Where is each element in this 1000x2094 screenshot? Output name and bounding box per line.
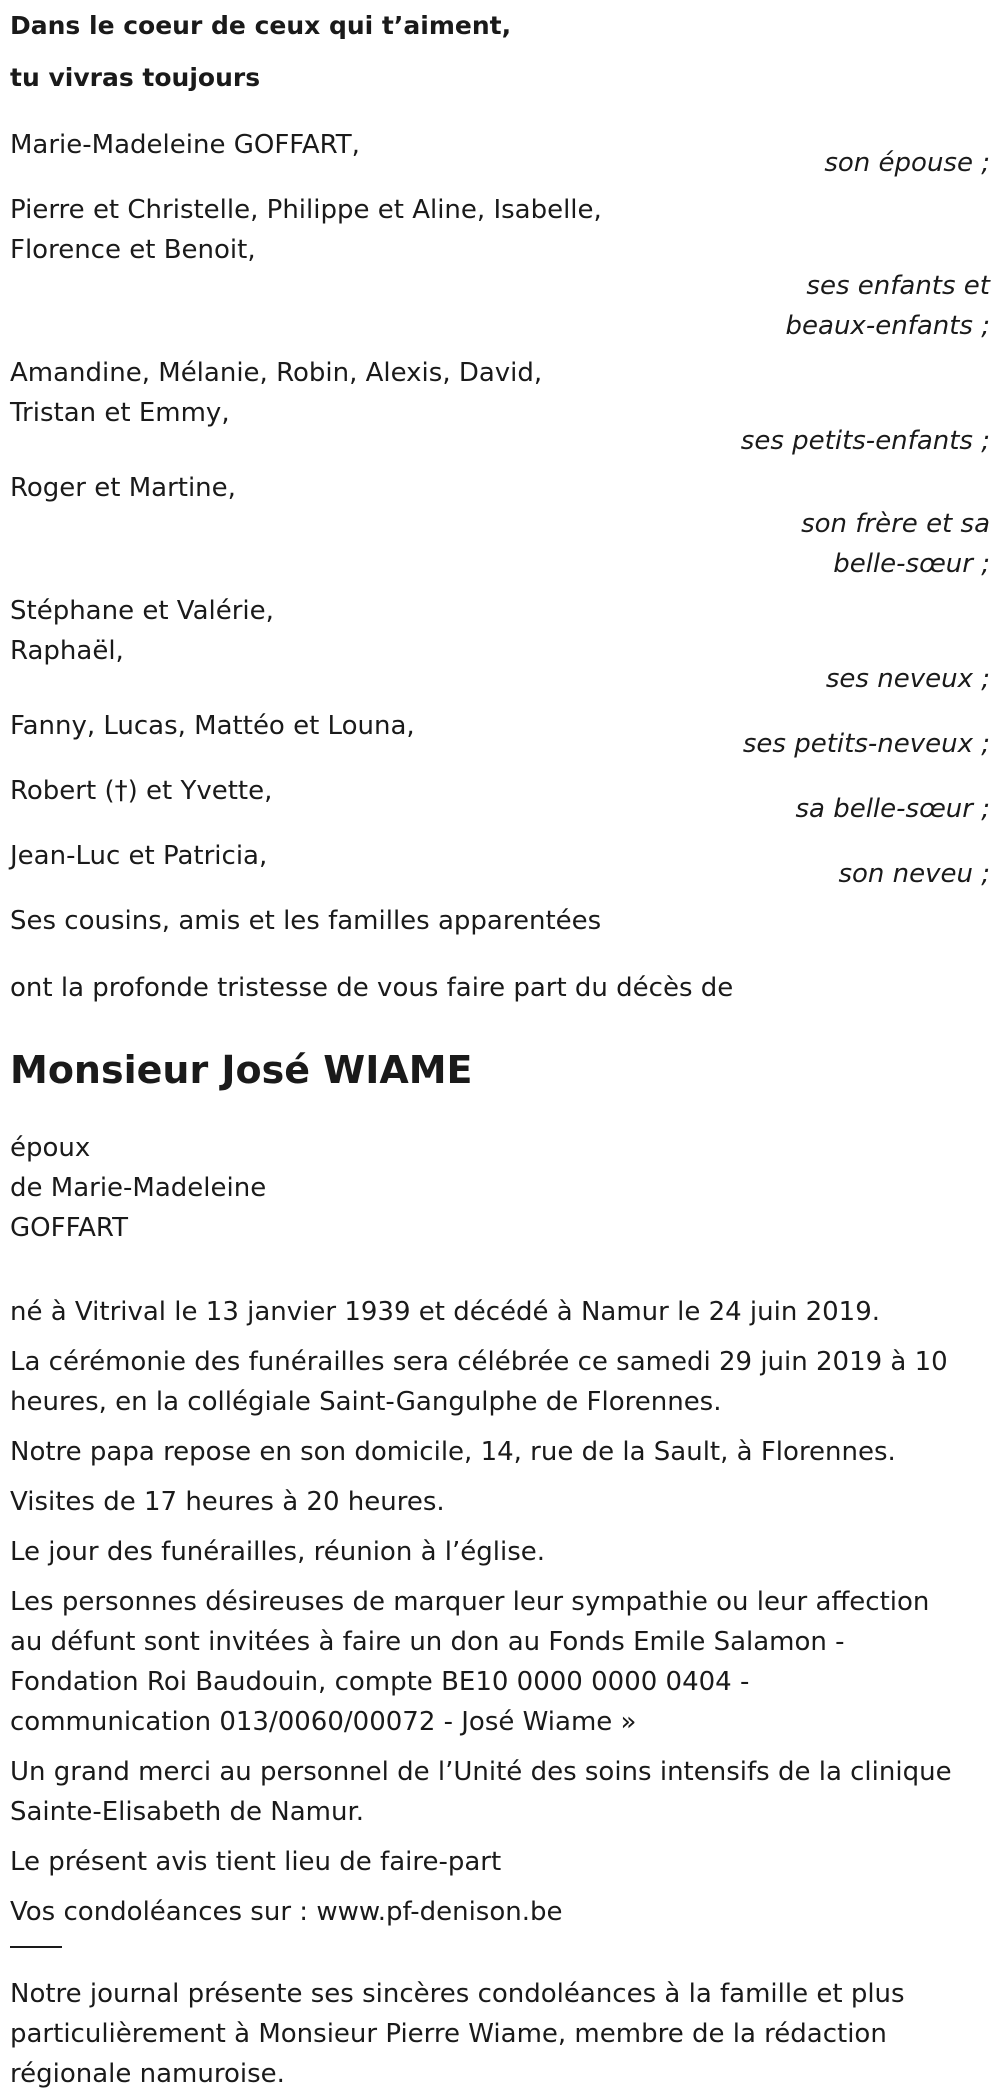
family-entry <box>10 591 990 699</box>
family-names: Robert (†) et Yvette, <box>10 776 273 806</box>
footer-line: régionale namuroise. <box>10 2059 285 2089</box>
family-entry <box>10 706 990 764</box>
family-entry <box>10 190 990 346</box>
family-relation: ses enfants et <box>806 271 990 301</box>
paragraph-line: Un grand merci au personnel de l’Unité des soins intensifs de la clinique <box>10 1757 952 1787</box>
epigraph-line: Dans le coeur de ceux qui t’aiment, <box>10 11 512 40</box>
paragraph-line: Sainte-Elisabeth de Namur. <box>10 1797 365 1827</box>
paragraph-line: Le présent avis tient lieu de faire-part <box>10 1847 502 1877</box>
paragraph-line: Vos condoléances sur : www.pf-denison.be <box>10 1897 563 1927</box>
family-entry <box>10 468 990 584</box>
family-relation: sa belle-sœur ; <box>795 794 990 824</box>
donation-paragraph <box>10 1582 990 1742</box>
family-relation: ses neveux ; <box>825 664 990 694</box>
family-list <box>10 125 990 941</box>
footer-line: particulièrement à Monsieur Pierre Wiame, membre de la rédaction <box>10 2019 887 2049</box>
epigraph <box>10 0 990 104</box>
spouse-line: de Marie-Madeleine <box>10 1173 267 1203</box>
family-relation: ses petits-enfants ; <box>740 426 990 456</box>
visits-paragraph <box>10 1482 990 1522</box>
family-relation: son épouse ; <box>824 148 990 178</box>
separator-line <box>10 1946 62 1948</box>
ceremony-paragraph <box>10 1342 990 1422</box>
spouse-line: GOFFART <box>10 1213 128 1243</box>
cousins-line: Ses cousins, amis et les familles apparentées <box>10 906 602 936</box>
family-names: Jean-Luc et Patricia, <box>10 841 268 871</box>
family-relation: ses petits-neveux ; <box>742 729 990 759</box>
family-names: Pierre et Christelle, Philippe et Aline, Isabelle, <box>10 195 602 225</box>
family-names: Marie-Madeleine GOFFART, <box>10 130 360 160</box>
announcement-intro: ont la profonde tristesse de vous faire part du décès de <box>10 973 734 1003</box>
paragraph-line: Fondation Roi Baudouin, compte BE10 0000 0000 0404 - <box>10 1667 750 1697</box>
family-entry <box>10 771 990 829</box>
paragraph-line: Notre papa repose en son domicile, 14, rue de la Sault, à Florennes. <box>10 1437 896 1467</box>
footer-line: Notre journal présente ses sincères condoléances à la famille et plus <box>10 1979 905 2009</box>
family-names: Florence et Benoit, <box>10 235 256 265</box>
family-relation: beaux-enfants ; <box>785 311 990 341</box>
spouse-info <box>10 1128 990 1248</box>
family-names: Tristan et Emmy, <box>10 398 230 428</box>
paragraph-line: au défunt sont invitées à faire un don au Fonds Emile Salamon - <box>10 1627 845 1657</box>
family-entry <box>10 125 990 183</box>
notice-paragraph <box>10 1842 990 1882</box>
paragraph-line: Visites de 17 heures à 20 heures. <box>10 1487 445 1517</box>
thanks-paragraph <box>10 1752 990 1832</box>
paragraph-line: La cérémonie des funérailles sera célébrée ce samedi 29 juin 2019 à 10 <box>10 1347 948 1377</box>
epigraph-line: tu vivras toujours <box>10 63 261 92</box>
meeting-paragraph <box>10 1532 990 1572</box>
birth-death-paragraph <box>10 1292 990 1332</box>
spouse-line: époux <box>10 1133 91 1163</box>
newspaper-footer <box>10 1974 990 2094</box>
paragraph-line: Les personnes désireuses de marquer leur sympathie ou leur affection <box>10 1587 930 1617</box>
family-names: Stéphane et Valérie, <box>10 596 274 626</box>
condolences-paragraph <box>10 1892 990 1932</box>
family-relation: belle-sœur ; <box>833 549 990 579</box>
paragraph-line: heures, en la collégiale Saint-Gangulphe de Florennes. <box>10 1387 722 1417</box>
family-entry <box>10 353 990 461</box>
rest-place-paragraph <box>10 1432 990 1472</box>
family-names: Amandine, Mélanie, Robin, Alexis, David, <box>10 358 543 388</box>
details-section <box>10 1292 990 1932</box>
family-relation: son neveu ; <box>838 859 990 889</box>
paragraph-line: Le jour des funérailles, réunion à l’église. <box>10 1537 546 1567</box>
family-names: Fanny, Lucas, Mattéo et Louna, <box>10 711 415 741</box>
paragraph-line: communication 013/0060/00072 - José Wiame » <box>10 1707 637 1737</box>
family-names: Roger et Martine, <box>10 473 236 503</box>
family-relation: son frère et sa <box>801 509 990 539</box>
paragraph-line: né à Vitrival le 13 janvier 1939 et décédé à Namur le 24 juin 2019. <box>10 1297 881 1327</box>
family-entry <box>10 836 990 894</box>
deceased-name: Monsieur José WIAME <box>10 1048 473 1092</box>
family-names: Raphaël, <box>10 636 124 666</box>
